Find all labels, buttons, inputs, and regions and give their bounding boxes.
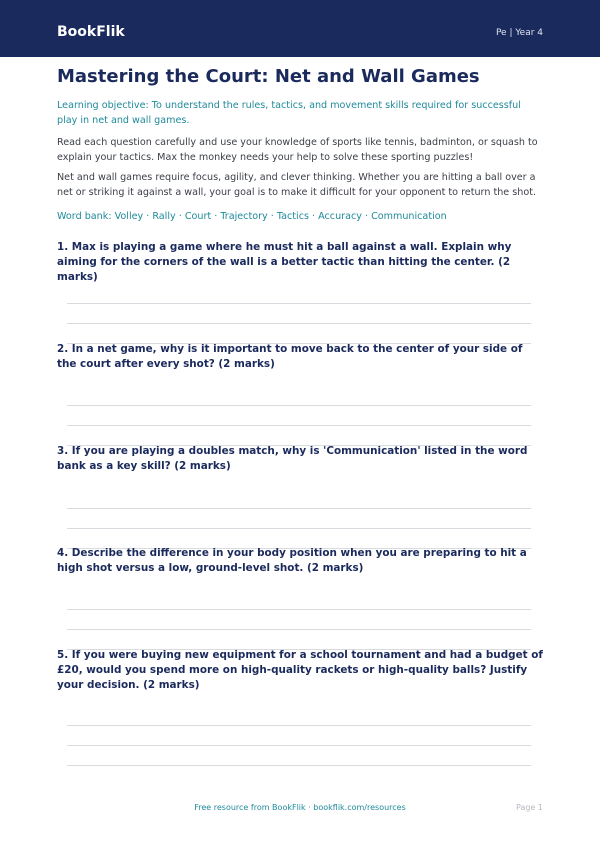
answer-line[interactable]	[67, 725, 531, 726]
question-2: 2. In a net game, why is it important to move back to the center of your side of the court after every shot? (2 marks)	[57, 343, 523, 370]
answer-line[interactable]	[67, 323, 531, 324]
answer-line[interactable]	[67, 405, 531, 406]
answer-line[interactable]	[67, 508, 531, 509]
brand-logo-text: BookFlik	[57, 24, 125, 40]
page-number: Page 1	[516, 803, 543, 812]
question-3: 3. If you are playing a doubles match, why is 'Communication' listed in the word bank as a key skill? (2 marks)	[57, 445, 528, 472]
answer-line[interactable]	[67, 528, 531, 529]
answer-line[interactable]	[67, 303, 531, 304]
answer-line[interactable]	[67, 765, 531, 766]
question-5: 5. If you were buying new equipment for a school tournament and had a budget of £20, would you spend more on high-quality rackets or high-quality balls? Justify your decision. (2 marks)	[57, 649, 543, 691]
answer-line[interactable]	[67, 629, 531, 630]
page-header	[0, 0, 600, 57]
page-title: Mastering the Court: Net and Wall Games	[57, 66, 480, 87]
word-bank: Word bank: Volley · Rally · Court · Trajectory · Tactics · Accuracy · Communication	[57, 211, 447, 222]
subject-year-label: Pe | Year 4	[495, 28, 543, 38]
question-4: 4. Describe the difference in your body position when you are preparing to hit a high shot versus a low, ground-level shot. (2 marks)	[57, 547, 527, 574]
learning-objective: Learning objective: To understand the rules, tactics, and movement skills required for successful play in net and wall games.	[57, 100, 521, 126]
description: Net and wall games require focus, agility, and clever thinking. Whether you are hitting a ball over a net or striking it against a wall, your goal is to make it difficult for your opponent to return the shot.	[57, 172, 537, 198]
answer-line[interactable]	[67, 425, 531, 426]
footer-resource-link[interactable]: Free resource from BookFlik · bookflik.com/resources	[194, 803, 406, 812]
answer-line[interactable]	[67, 609, 531, 610]
instructions: Read each question carefully and use your knowledge of sports like tennis, badminton, or squash to explain your tactics. Max the monkey needs your help to solve these sporting puzzles!	[57, 137, 538, 163]
question-1: 1. Max is playing a game where he must hit a ball against a wall. Explain why aiming for the corners of the wall is a better tactic than hitting the center. (2 marks)	[57, 241, 512, 283]
answer-line[interactable]	[67, 745, 531, 746]
